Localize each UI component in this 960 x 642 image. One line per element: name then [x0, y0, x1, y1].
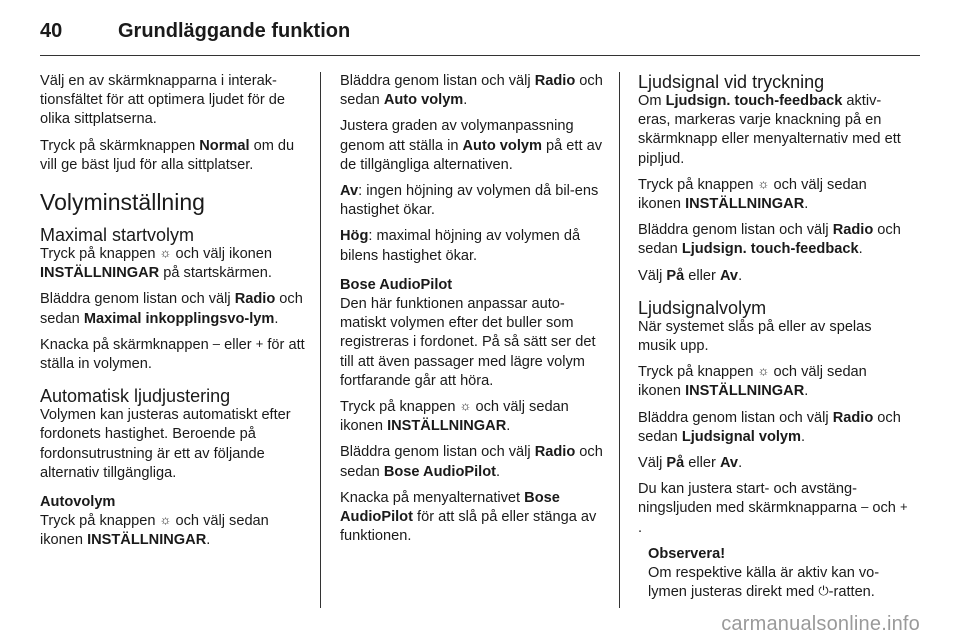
subsection-title: Ljudsignalvolym	[638, 297, 767, 318]
paragraph: Knacka på menyalternativet Bose AudioPilot för att slå på eller stänga av funktionen.	[340, 489, 597, 545]
note-box	[648, 545, 908, 603]
column-3	[638, 72, 908, 602]
column-2	[340, 72, 608, 553]
subsection-title: Automatisk ljudjustering	[40, 386, 231, 407]
subsection-title: Maximal startvolym	[40, 225, 195, 246]
paragraph: Tryck på skärmknappen Normal om du vill ge bäst ljud för alla sittplatser.	[40, 137, 295, 173]
paragraph: Tryck på knappen ☼ och välj sedan ikonen INSTÄLLNINGAR.	[638, 363, 867, 400]
column-divider-1	[320, 72, 321, 608]
note-title: Observera!	[648, 545, 726, 562]
settings-icon: ☼	[159, 245, 172, 261]
paragraph: Välj På eller Av.	[638, 267, 743, 284]
settings-icon: ☼	[757, 175, 770, 191]
inline-term: Normal	[199, 137, 250, 154]
minor-heading: Bose AudioPilot	[340, 276, 453, 293]
minus-icon: –	[861, 499, 869, 515]
paragraph: Tryck på knappen ☼ och välj sedan ikonen INSTÄLLNINGAR.	[40, 512, 269, 549]
paragraph: Välj en av skärmknapparna i interak-tionsfältet för att optimera ljudet för de olika sittplatserna.	[40, 73, 285, 128]
plus-icon: +	[899, 499, 908, 515]
paragraph: Justera graden av volymanpassning genom att ställa in Auto volym på ett av de tillgängliga alternativen.	[340, 118, 603, 173]
paragraph: Hög: maximal höjning av volymen då bilens hastighet ökar.	[340, 228, 581, 264]
note-text: Om respektive källa är aktiv kan vo-lymen justeras direkt med ⏻-ratten.	[648, 565, 880, 601]
column-divider-2	[619, 72, 620, 608]
section-title: Volyminställning	[40, 189, 205, 216]
paragraph: Tryck på knappen ☼ och välj sedan ikonen INSTÄLLNINGAR.	[340, 398, 569, 435]
paragraph: Bläddra genom listan och välj Radio och sedan Bose AudioPilot.	[340, 444, 603, 480]
subsection-title: Ljudsignal vid tryckning	[638, 72, 825, 92]
header-divider	[40, 55, 920, 56]
paragraph: Om Ljudsign. touch-feedback aktiv-eras, markeras varje knackning på en skärmknapp eller menyalternativ med ett pipljud.	[638, 93, 901, 167]
paragraph: Bläddra genom listan och välj Radio och sedan Maximal inkopplingsvo-lym.	[40, 291, 303, 327]
paragraph: Av: ingen höjning av volymen då bil-ens hastighet ökar.	[340, 183, 599, 219]
paragraph: Välj På eller Av.	[638, 455, 743, 472]
settings-icon: ☼	[159, 512, 172, 528]
paragraph: Den här funktionen anpassar auto-matiskt volymen efter det buller som registreras i fordonet. På så sätt ser det till att även passager med lägre volym fortfarande går att höra.	[340, 296, 596, 389]
paragraph: Tryck på knappen ☼ och välj sedan ikonen INSTÄLLNINGAR.	[638, 175, 867, 213]
paragraph: Bläddra genom listan och välj Radio och sedan Auto volym.	[340, 73, 603, 109]
minor-heading: Autovolym	[40, 494, 116, 511]
page-header	[40, 14, 920, 54]
paragraph: Tryck på knappen ☼ och välj ikonen INSTÄLLNINGAR på startskärmen.	[40, 245, 273, 282]
paragraph: Volymen kan justeras automatiskt efter fordonets hastighet. Beroende på fordonsutrustning är ett av följande alternativ tillgängliga.	[40, 407, 291, 481]
paragraph: Bläddra genom listan och välj Radio och sedan Ljudsignal volym.	[638, 409, 901, 445]
paragraph: Knacka på skärmknappen – eller + för att ställa in volymen.	[40, 335, 305, 373]
page-number: 40	[40, 20, 63, 42]
paragraph: När systemet slås på eller av spelas musik upp.	[638, 318, 872, 355]
watermark: carmanualsonline.info	[721, 613, 920, 635]
plus-icon: +	[255, 335, 264, 351]
paragraph: Bläddra genom listan och välj Radio och sedan Ljudsign. touch-feedback.	[638, 222, 901, 258]
settings-icon: ☼	[757, 363, 770, 379]
settings-icon: ☼	[459, 398, 472, 414]
column-1	[40, 72, 308, 558]
minus-icon: –	[212, 335, 221, 351]
paragraph: Du kan justera start- och avstäng-ningsljuden med skärmknapparna – och +.	[638, 481, 908, 536]
page-title: Grundläggande funktion	[118, 20, 351, 42]
volume-knob-icon: ⏻	[818, 583, 829, 599]
